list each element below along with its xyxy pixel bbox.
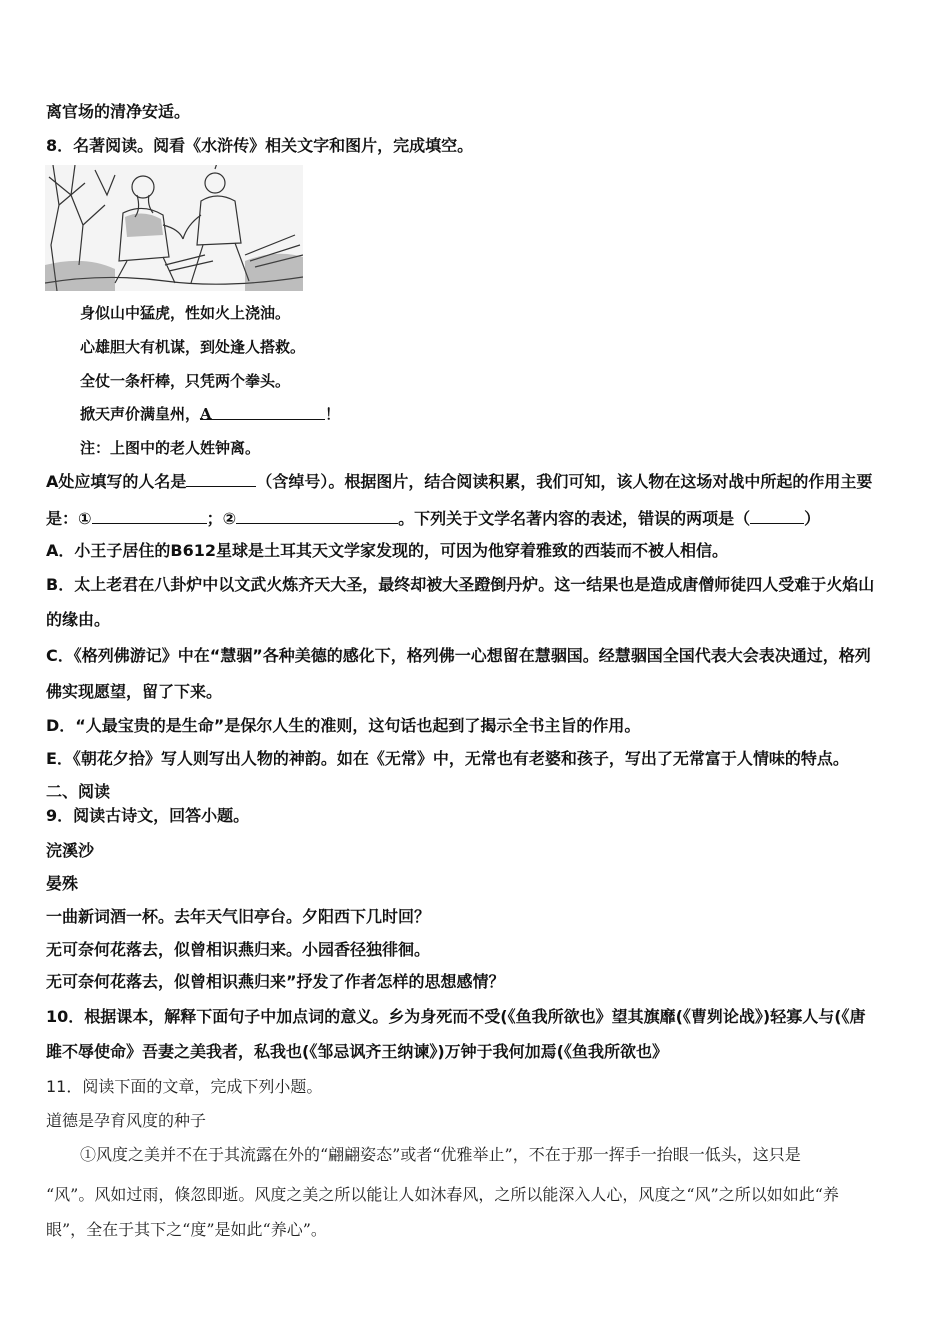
water-margin-illustration bbox=[45, 165, 303, 291]
poem-line-1: 身似山中猛虎，性如火上浇油。 bbox=[80, 304, 291, 322]
answer-blank-name[interactable] bbox=[186, 470, 256, 487]
article-title: 道德是孕育风度的种子 bbox=[46, 1111, 207, 1130]
q8-question-a bbox=[46, 470, 872, 493]
poem-title: 浣溪沙 bbox=[46, 841, 95, 860]
answer-blank-role-1[interactable] bbox=[92, 507, 207, 524]
q8-question-b-end: ） bbox=[804, 509, 821, 528]
poem-author: 晏殊 bbox=[46, 874, 79, 893]
ci-line-2: 无可奈何花落去，似曾相识燕归来。小园香径独徘徊。 bbox=[46, 940, 431, 959]
option-e: E．《朝花夕拾》写人则写出人物的神韵。如在《无常》中，无常也有老婆和孩子，写出了无常富于人情味的特点。 bbox=[46, 749, 849, 768]
ci-line-1: 一曲新词酒一杯。去年天气旧亭台。夕阳西下几时回？ bbox=[46, 907, 431, 926]
article-para-1-line-1: ①风度之美并不在于其流露在外的“翩翩姿态”或者“优雅举止”，不在于那一挥手一抬眼一低头，这只是 bbox=[80, 1145, 801, 1164]
intro-tail-text: 离官场的清净安适。 bbox=[46, 102, 191, 121]
poem-blank-a[interactable] bbox=[200, 403, 325, 423]
option-b-line-1: B．太上老君在八卦炉中以文武火炼齐天大圣，最终却被大圣蹬倒丹炉。这一结果也是造成唐僧师徒四人受难于火焰山 bbox=[46, 575, 875, 594]
poem-line-4 bbox=[80, 403, 340, 425]
poem-line-4-text: 掀天声价满皇州， bbox=[80, 405, 201, 423]
q8-question-b-sep: ；② bbox=[206, 509, 237, 528]
option-d: D．“人最宝贵的是生命”是保尔人生的准则，这句话也起到了揭示全书主旨的作用。 bbox=[46, 716, 641, 735]
option-a: A．小王子居住的B612星球是土耳其天文学家发现的，可因为他穿着雅致的西装而不被人相信。 bbox=[46, 541, 728, 560]
q9-question: 无可奈何花落去，似曾相识燕归来”抒发了作者怎样的思想感情？ bbox=[46, 972, 505, 991]
poem-line-2: 心雄胆大有机谋，到处逢人搭救。 bbox=[80, 338, 306, 356]
answer-blank-role-2[interactable] bbox=[236, 507, 398, 524]
q9-heading: 9．阅读古诗文，回答小题。 bbox=[46, 806, 250, 825]
article-para-1-line-3: 眼”，全在于其下之“度”是如此“养心”。 bbox=[46, 1220, 327, 1239]
q8-question-b-rest: 。下列关于文学名著内容的表述，错误的两项是（ bbox=[398, 509, 751, 528]
poem-line-3: 全仗一条杆棒，只凭两个拳头。 bbox=[80, 372, 291, 390]
article-para-1-line-2: “风”。风如过雨，倏忽即逝。风度之美之所以能让人如沐春风，之所以能深入人心，风度之“风”之所以如如此“养 bbox=[46, 1185, 839, 1204]
option-c-line-1: C．《格列佛游记》中在“慧骃”各种美德的感化下，格列佛一心想留在慧骃国。经慧骃国全国代表大会表决通过，格列 bbox=[46, 646, 871, 665]
option-b-line-2: 的缘由。 bbox=[46, 610, 111, 629]
q8-question-a-rest: （含绰号）。根据图片，结合阅读积累，我们可知，该人物在这场对战中所起的作用主要 bbox=[256, 472, 873, 491]
poem-note: 注：上图中的老人姓钟离。 bbox=[80, 439, 261, 457]
q8-question-a-text: A处应填写的人名是 bbox=[46, 472, 187, 491]
q11-heading: 11．阅读下面的文章，完成下列小题。 bbox=[46, 1077, 323, 1096]
answer-blank-choice[interactable] bbox=[750, 507, 804, 524]
q8-question-b-prefix: 是：① bbox=[46, 509, 92, 528]
poem-blank-a-label: A bbox=[200, 405, 212, 423]
q8-question-b bbox=[46, 507, 820, 530]
option-c-line-2: 佛实现愿望，留了下来。 bbox=[46, 682, 223, 701]
q10-line-2: 雎不辱使命》吾妻之美我者，私我也(《邹忌讽齐王纳谏》)万钟于我何加焉(《鱼我所欲也》 bbox=[46, 1042, 668, 1061]
section-2-heading: 二、阅读 bbox=[46, 782, 111, 801]
poem-line-4-end: ！ bbox=[325, 405, 341, 423]
q10-line-1: 10．根据课本，解释下面句子中加点词的意义。乡为身死而不受(《鱼我所欲也》望其旗靡(《曹刿论战》)轻寡人与(《唐 bbox=[46, 1007, 866, 1026]
q8-heading: 8．名著阅读。阅看《水浒传》相关文字和图片，完成填空。 bbox=[46, 136, 474, 155]
